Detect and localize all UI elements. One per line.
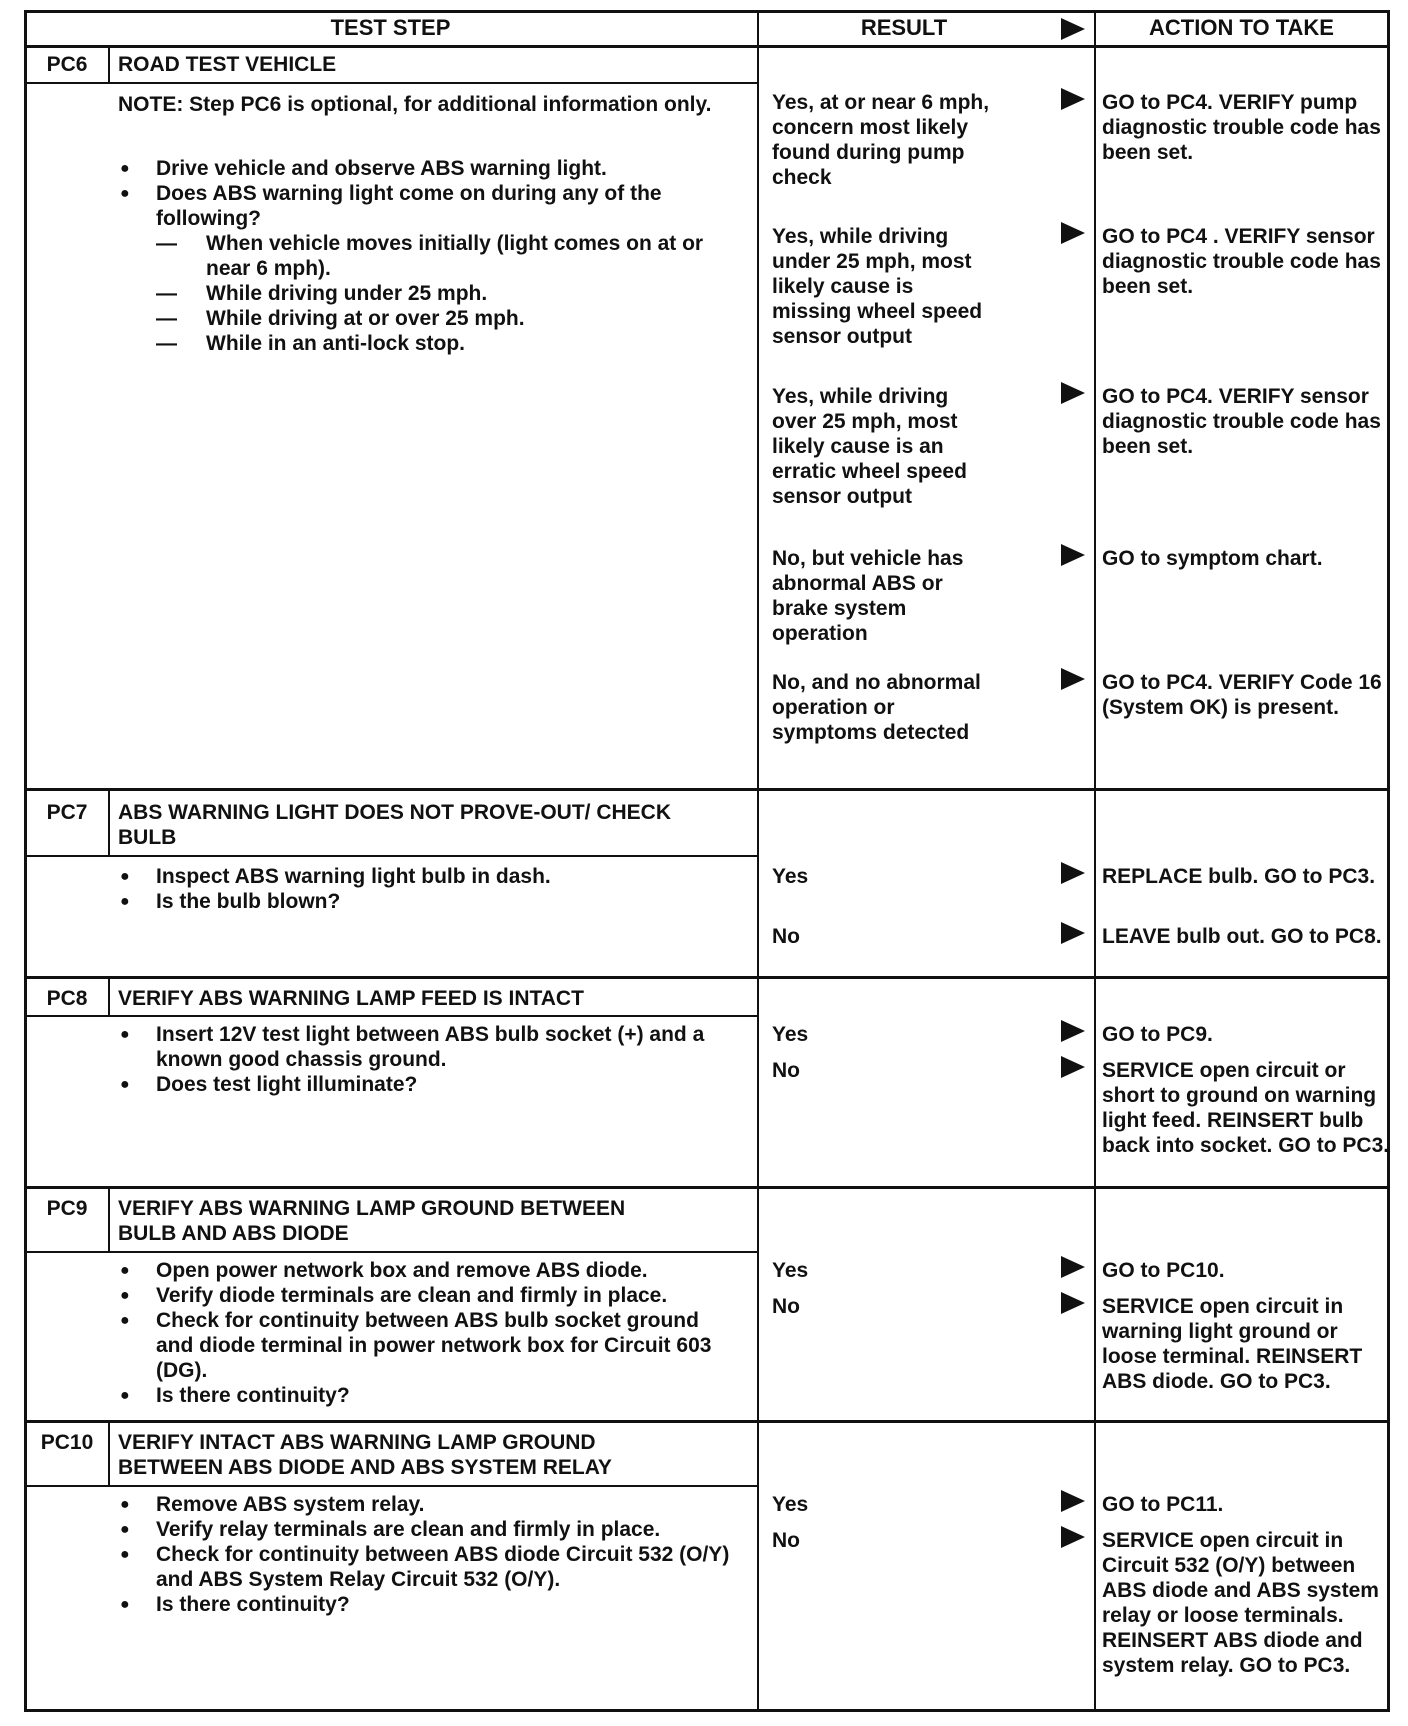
pc6-bullets bbox=[118, 156, 738, 356]
step-title-pc10: VERIFY INTACT ABS WARNING LAMP GROUND BETWEEN ABS DIODE AND ABS SYSTEM RELAY bbox=[118, 1431, 612, 1479]
pc9-arrow-yes-icon bbox=[1061, 1256, 1085, 1278]
pc9-bottom bbox=[24, 1420, 1390, 1423]
pc10-title-underline bbox=[24, 1485, 757, 1487]
pc6-action-5: GO to PC4. VERIFY Code 16 (System OK) is present. bbox=[1102, 671, 1382, 719]
list-item: ● Open power network box and remove ABS diode. bbox=[118, 1258, 738, 1283]
pc9-arrow-no-icon bbox=[1061, 1292, 1085, 1314]
list-item: — When vehicle moves initially (light comes on at or near 6 mph). bbox=[118, 231, 738, 281]
diagnostic-table bbox=[24, 10, 1390, 1712]
step-title-pc6: ROAD TEST VEHICLE bbox=[118, 53, 337, 76]
list-item: ● Is there continuity? bbox=[118, 1383, 738, 1408]
pc7-code-divider bbox=[108, 791, 110, 855]
pc10-bullets bbox=[118, 1492, 738, 1617]
pc6-result-4: No, but vehicle has abnormal ABS or brake system operation bbox=[772, 547, 964, 645]
list-item: ● Is the bulb blown? bbox=[118, 889, 738, 914]
pc9-bullets bbox=[118, 1258, 738, 1408]
list-item: — While in an anti-lock stop. bbox=[118, 331, 738, 356]
pc7-result-no: No bbox=[772, 925, 800, 948]
pc6-code-divider bbox=[108, 48, 110, 82]
pc8-arrow-yes-icon bbox=[1061, 1020, 1085, 1042]
step-code-pc7: PC7 bbox=[46, 801, 88, 824]
pc8-result-no: No bbox=[772, 1059, 800, 1082]
pc6-action-1: GO to PC4. VERIFY pump diagnostic trouble code has been set. bbox=[1102, 91, 1381, 164]
col-divider-2 bbox=[1094, 10, 1096, 1712]
pc8-bullets bbox=[118, 1022, 718, 1097]
pc6-title-underline bbox=[24, 82, 757, 84]
pc8-action-no: SERVICE open circuit or short to ground on warning light feed. REINSERT bulb back into socket. GO to PC3. bbox=[1102, 1059, 1390, 1157]
pc7-action-no: LEAVE bulb out. GO to PC8. bbox=[1102, 925, 1382, 948]
pc8-action-yes: GO to PC9. bbox=[1102, 1023, 1213, 1046]
pc7-title-underline bbox=[24, 855, 757, 857]
pc9-title-underline bbox=[24, 1251, 757, 1253]
list-item: ● Remove ABS system relay. bbox=[118, 1492, 738, 1517]
pc6-result-3: Yes, while driving over 25 mph, most likely cause is an erratic wheel speed sensor output bbox=[772, 385, 967, 508]
step-title-pc7: ABS WARNING LIGHT DOES NOT PROVE-OUT/ CHECK BULB bbox=[118, 801, 672, 849]
pc6-action-3: GO to PC4. VERIFY sensor diagnostic trouble code has been set. bbox=[1102, 385, 1381, 458]
pc8-title-underline bbox=[24, 1015, 757, 1017]
pc9-action-no: SERVICE open circuit in warning light ground or loose terminal. REINSERT ABS diode. GO to PC3. bbox=[1102, 1295, 1363, 1393]
pc6-action-2: GO to PC4 . VERIFY sensor diagnostic trouble code has been set. bbox=[1102, 225, 1381, 298]
pc7-bottom bbox=[24, 976, 1390, 979]
pc8-result-yes: Yes bbox=[772, 1023, 809, 1046]
pc9-action-yes: GO to PC10. bbox=[1102, 1259, 1225, 1282]
pc7-bullets bbox=[118, 864, 738, 914]
header-divider bbox=[24, 45, 1390, 48]
pc10-action-no: SERVICE open circuit in Circuit 532 (O/Y) between ABS diode and ABS system relay or loose terminals. REINSERT ABS diode and system relay. GO to PC3. bbox=[1102, 1529, 1379, 1677]
list-item: ● Check for continuity between ABS diode Circuit 532 (O/Y) and ABS System Relay Circuit 532 (O/Y). bbox=[118, 1542, 738, 1592]
pc7-action-yes: REPLACE bulb. GO to PC3. bbox=[1102, 865, 1376, 888]
pc6-result-5: No, and no abnormal operation or symptoms detected bbox=[772, 671, 981, 744]
pc10-arrow-yes-icon bbox=[1061, 1490, 1085, 1512]
step-code-pc10: PC10 bbox=[40, 1431, 94, 1454]
pc6-bottom bbox=[24, 788, 1390, 791]
pc6-arrow-2-icon bbox=[1061, 222, 1085, 244]
list-item: ● Inspect ABS warning light bulb in dash. bbox=[118, 864, 738, 889]
list-item: ● Does test light illuminate? bbox=[118, 1072, 718, 1097]
pc10-result-no: No bbox=[772, 1529, 800, 1552]
pc10-code-divider bbox=[108, 1423, 110, 1485]
col-divider-1 bbox=[757, 10, 759, 1712]
pc8-bottom bbox=[24, 1186, 1390, 1189]
pc6-arrow-5-icon bbox=[1061, 668, 1085, 690]
pc8-arrow-no-icon bbox=[1061, 1056, 1085, 1078]
pc9-result-no: No bbox=[772, 1295, 800, 1318]
list-item: — While driving under 25 mph. bbox=[118, 281, 738, 306]
list-item: ● Drive vehicle and observe ABS warning light. bbox=[118, 156, 738, 181]
list-item: — While driving at or over 25 mph. bbox=[118, 306, 738, 331]
list-item: ● Does ABS warning light come on during any of the following? bbox=[118, 181, 738, 231]
header-arrow-icon bbox=[1061, 18, 1085, 40]
step-code-pc6: PC6 bbox=[46, 53, 88, 76]
pc10-arrow-no-icon bbox=[1061, 1526, 1085, 1548]
table-border-left bbox=[24, 10, 27, 1712]
step-code-pc8: PC8 bbox=[46, 987, 88, 1010]
step-title-pc9: VERIFY ABS WARNING LAMP GROUND BETWEEN BULB AND ABS DIODE bbox=[118, 1197, 626, 1245]
step-code-pc9: PC9 bbox=[46, 1197, 88, 1220]
list-item: ● Verify diode terminals are clean and firmly in place. bbox=[118, 1283, 738, 1308]
list-item: ● Verify relay terminals are clean and firmly in place. bbox=[118, 1517, 738, 1542]
pc6-arrow-3-icon bbox=[1061, 382, 1085, 404]
pc10-result-yes: Yes bbox=[772, 1493, 809, 1516]
header-result: RESULT bbox=[860, 15, 948, 40]
pc6-result-2: Yes, while driving under 25 mph, most likely cause is missing wheel speed sensor output bbox=[772, 225, 983, 348]
list-item: ● Check for continuity between ABS bulb socket ground and diode terminal in power network box for Circuit 603 (DG). bbox=[118, 1308, 738, 1383]
pc6-arrow-1-icon bbox=[1061, 88, 1085, 110]
pc6-note: NOTE: Step PC6 is optional, for additional information only. bbox=[118, 93, 712, 116]
pc9-code-divider bbox=[108, 1189, 110, 1251]
pc6-action-4: GO to symptom chart. bbox=[1102, 547, 1323, 570]
list-item: ● Is there continuity? bbox=[118, 1592, 738, 1617]
step-title-pc8: VERIFY ABS WARNING LAMP FEED IS INTACT bbox=[118, 987, 584, 1010]
pc7-result-yes: Yes bbox=[772, 865, 809, 888]
pc9-result-yes: Yes bbox=[772, 1259, 809, 1282]
pc7-arrow-yes-icon bbox=[1061, 862, 1085, 884]
pc6-result-1: Yes, at or near 6 mph, concern most likely found during pump check bbox=[772, 91, 990, 189]
pc8-code-divider bbox=[108, 979, 110, 1015]
header-test-step: TEST STEP bbox=[330, 15, 451, 40]
list-item: ● Insert 12V test light between ABS bulb socket (+) and a known good chassis ground. bbox=[118, 1022, 718, 1072]
pc7-arrow-no-icon bbox=[1061, 922, 1085, 944]
pc6-arrow-4-icon bbox=[1061, 544, 1085, 566]
pc10-action-yes: GO to PC11. bbox=[1102, 1493, 1224, 1516]
table-border-bottom bbox=[24, 1709, 1390, 1712]
header-action: ACTION TO TAKE bbox=[1149, 15, 1334, 40]
